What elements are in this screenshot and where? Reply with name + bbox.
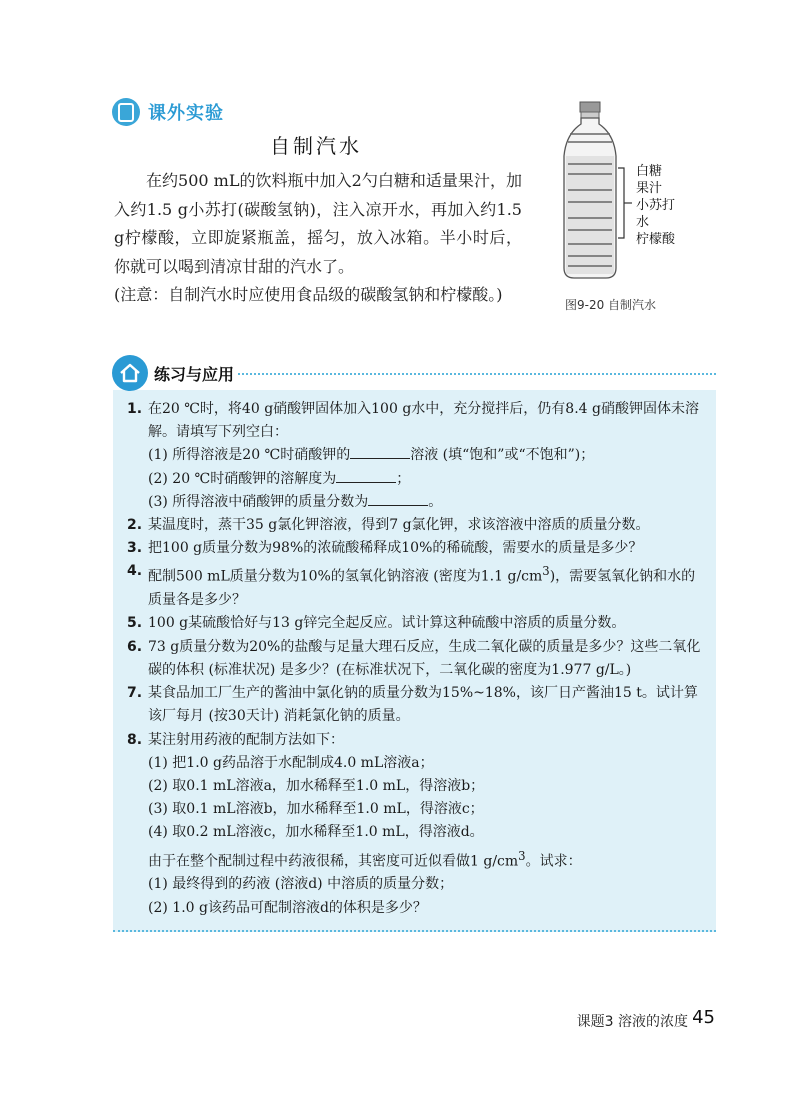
practice-title: 练习与应用 <box>154 364 235 384</box>
answer-blank[interactable] <box>350 446 410 459</box>
page-number: 45 <box>692 1007 715 1028</box>
procedure-step: (1) 把1.0 g药品溶于水配制成4.0 mL溶液a； <box>148 754 434 771</box>
experiment-note: (注意：自制汽水时应使用食品级的碳酸氢钠和柠檬酸。) <box>114 285 503 304</box>
question-2 <box>127 514 705 537</box>
house-icon <box>112 355 148 391</box>
question-3 <box>127 537 705 560</box>
beaker-icon <box>112 98 140 126</box>
section-label: 课外实验 <box>148 103 224 124</box>
question-number: 2. <box>127 517 143 534</box>
question-text: 由于在整个配制过程中药液很稀，其密度可近似看做1 $g/cm^3$。试求： <box>148 848 582 870</box>
experiment-paragraph: 在约500 mL的饮料瓶中加入2勺白糖和适量果汁，加入约1.5 g小苏打(碳酸氢钠)，注入凉开水，再加入约1.5 g柠檬酸，立即旋紧瓶盖，摇匀，放入冰箱。半小时后，你就可以喝到清凉甘甜的汽水了。 <box>114 171 522 276</box>
answer-blank[interactable] <box>368 493 428 506</box>
sub-question: (2) 1.0 g该药品可配制溶液d的体积是多少？ <box>148 899 427 916</box>
question-number: 6. <box>127 638 143 655</box>
sub-question: (1) 最终得到的药液 (溶液d) 中溶质的质量分数； <box>148 876 454 893</box>
question-text: 某注射用药液的配制方法如下： <box>148 731 344 748</box>
answer-blank[interactable] <box>336 470 396 483</box>
question-text: 73 g质量分数为20%的盐酸与足量大理石反应，生成二氧化碳的质量是多少？这些二氧化碳的体积 (标准状况) 是多少？(在标准状况下，二氧化碳的密度为1.977 g/L。) <box>148 638 701 678</box>
question-number: 8. <box>127 731 143 748</box>
experiment-title: 自制汽水 <box>270 134 362 158</box>
practice-divider <box>238 373 716 375</box>
page-footer <box>0 1005 800 1035</box>
question-text: 100 g某硫酸恰好与13 g锌完全起反应。试计算这种硫酸中溶质的质量分数。 <box>148 615 626 632</box>
figure-label: 柠檬酸 <box>636 232 676 247</box>
question-text: 某食品加工厂生产的酱油中氯化钠的质量分数为15%~18%，该厂日产酱油15 t。试计算该厂每月 (按30天计) 消耗氯化钠的质量。 <box>148 685 698 725</box>
figure-caption: 图9-20 自制汽水 <box>565 298 657 312</box>
question-number: 7. <box>127 685 143 702</box>
sub-question: (3) 所得溶液中硝酸钾的质量分数为 。 <box>148 493 443 510</box>
question-5 <box>127 612 705 635</box>
sub-question: (2) 20 ℃时硝酸钾的溶解度为 ； <box>148 470 411 487</box>
question-text: 把100 g质量分数为98%的浓硫酸稀释成10%的稀硫酸，需要水的质量是多少？ <box>148 540 643 557</box>
sub-question: (1) 所得溶液是20 ℃时硝酸钾的 溶液 (填“饱和”或“不饱和”)； <box>148 447 595 464</box>
question-number: 1. <box>127 401 143 417</box>
procedure-step: (2) 取0.1 mL溶液a，加水稀释至1.0 mL，得溶液b； <box>148 777 485 794</box>
question-8 <box>127 729 705 920</box>
question-list <box>127 398 705 920</box>
procedure-step: (4) 取0.2 mL溶液c，加水稀释至1.0 mL，得溶液d。 <box>148 824 484 841</box>
bottle-illustration <box>560 98 700 318</box>
question-number: 3. <box>127 540 143 557</box>
question-text: 某温度时，蒸干35 g氯化钾溶液，得到7 g氯化钾，求该溶液中溶质的质量分数。 <box>148 517 650 534</box>
procedure-step: (3) 取0.1 mL溶液b，加水稀释至1.0 mL，得溶液c； <box>148 801 484 818</box>
question-text: 在20 ℃时，将40 g硝酸钾固体加入100 g水中，充分搅拌后，仍有8.4 g硝酸钾固体未溶解。请填写下列空白： <box>148 401 699 441</box>
question-6 <box>127 636 705 682</box>
practice-header <box>112 355 234 391</box>
question-text: 配制500 mL质量分数为10%的氢氧化钠溶液 (密度为1.1 $g/cm^3$)，需要氢氧化钠和水的质量各是多少？ <box>148 564 696 609</box>
question-number: 4. <box>127 563 143 580</box>
figure-label: 小苏打 <box>636 198 676 213</box>
figure-label: 白糖 <box>636 164 663 179</box>
question-4 <box>127 560 705 612</box>
question-1 <box>127 398 705 514</box>
footer-chapter-label: 课题3 溶液的浓度 <box>576 1014 688 1030</box>
question-number: 5. <box>127 615 143 632</box>
figure-label: 果汁 <box>636 181 663 196</box>
figure-labels <box>636 163 675 248</box>
figure-label: 水 <box>636 215 650 230</box>
experiment-section-header <box>112 98 224 126</box>
experiment-body <box>114 167 522 310</box>
question-7 <box>127 682 705 728</box>
